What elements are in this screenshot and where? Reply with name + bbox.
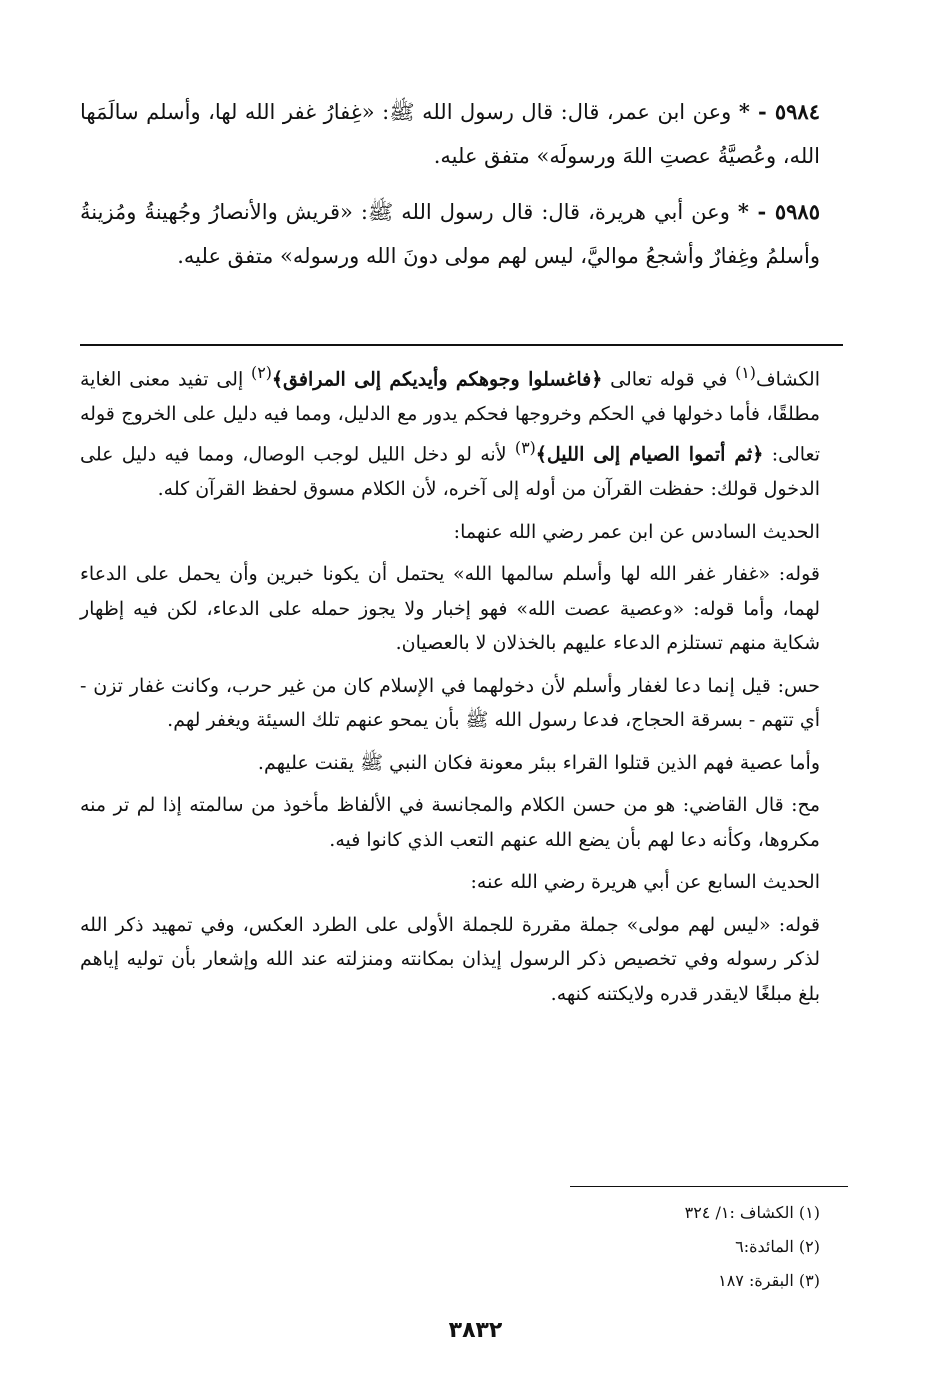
text-fragment: الكشاف bbox=[755, 368, 820, 391]
commentary-paragraph-1 bbox=[80, 356, 820, 507]
footnote-ref-3: (٣) bbox=[514, 438, 536, 458]
footnotes bbox=[500, 1196, 820, 1298]
footnote-2: (٢) المائدة:٦ bbox=[735, 1237, 820, 1256]
hadith-5985 bbox=[80, 190, 820, 278]
quran-quote-2: ﴿ثم أتموا الصيام إلى الليل﴾ bbox=[535, 443, 764, 466]
footnote-ref-2: (٢) bbox=[251, 363, 272, 382]
commentary-paragraph-4: حس: قيل إنما دعا لغفار وأسلم لأن دخولهما في الإسلام كان من غير حرب، وكانت غفار تزن - أي تتهم - بسرقة الحجاج، فدعا رسول الله ﷺ بأن يمحو عنهم تلك السيئة ويغفر لهم. bbox=[80, 674, 820, 732]
footnote-ref-1: (١) bbox=[735, 363, 756, 382]
page-number: ٣٨٣٢ bbox=[448, 1318, 503, 1343]
section-divider bbox=[80, 344, 843, 346]
quran-quote-1: ﴿فاغسلوا وجوهكم وأيديكم إلى المرافق﴾ bbox=[271, 368, 603, 391]
text-fragment: في قوله تعالى bbox=[602, 368, 736, 391]
hadith-number: ٥٩٨٥ - * bbox=[737, 199, 820, 224]
commentary-paragraph-7: الحديث السابع عن أبي هريرة رضي الله عنه: bbox=[470, 871, 820, 894]
text-fragment: إلى تفيد معنى الغاية مطلقًا، فأما دخولها في الحكم وخروجها فحكم يدور مع الدليل، ومما فيه دليل على الخروج قوله تعالى: bbox=[80, 368, 820, 466]
commentary-paragraph-3: قوله: «غفار غفر الله لها وأسلم سالمها الله» يحتمل أن يكونا خبرين وأن يحمل على الدعاء لهما، وأما قوله: «وعصية عصت الله» فهو إخبار ولا يجوز حمله على الدعاء، لكن فيه إظهار شكاية منهم تستلزم الدعاء عليهم بالخذلان لا بالعصيان. bbox=[80, 563, 820, 655]
footnote-divider bbox=[570, 1186, 848, 1187]
text-fragment: لأنه لو دخل الليل لوجب الوصال، ومما فيه دليل على الدخول قولك: حفظت القرآن من أوله إلى آخره، لأن الكلام مسوق لحفظ القرآن كله. bbox=[80, 443, 820, 501]
commentary-paragraph-5: وأما عصية فهم الذين قتلوا القراء ببئر معونة فكان النبي ﷺ يقنت عليهم. bbox=[257, 751, 820, 774]
commentary-paragraph-6: مح: قال القاضي: هو من حسن الكلام والمجانسة في الألفاظ مأخوذ من سالمته إذا لم تر منه مكروها، وكأنه دعا لهم بأن يضع الله عنهم التعب الذي كانوا فيه. bbox=[80, 794, 820, 851]
footnote-1: (١) الكشاف :١/ ٣٢٤ bbox=[684, 1203, 820, 1222]
hadith-text: وعن ابن عمر، قال: قال رسول الله ﷺ: «غِفارُ غفر الله لها، وأسلم سالَمَها الله، وعُصيَّةُ عصتِ اللهَ ورسولَه» متفق عليه. bbox=[80, 100, 820, 168]
hadith-5984 bbox=[80, 90, 820, 178]
hadith-section bbox=[80, 90, 820, 290]
footnote-3: (٣) البقرة: ١٨٧ bbox=[718, 1271, 820, 1290]
commentary-section bbox=[80, 356, 820, 1019]
commentary-paragraph-2: الحديث السادس عن ابن عمر رضي الله عنهما: bbox=[453, 520, 820, 543]
hadith-text: وعن أبي هريرة، قال: قال رسول الله ﷺ: «قريش والأنصارُ وجُهينةُ ومُزينةُ وأسلمُ وغِفارٌ وأشجعُ مواليَّ، ليس لهم مولى دونَ الله ورسوله» متفق عليه. bbox=[80, 200, 820, 268]
commentary-paragraph-8: قوله: «ليس لهم مولى» جملة مقررة للجملة الأولى على الطرد العكس، وفي تمهيد ذكر الله لذكر رسوله وفي تخصيص ذكر الرسول إيذان بمكانته ومنزلته عند الله وإشعار بأن توليه إياهم بلغ مبلغًا لايقدر قدره ولايكتنه كنهه. bbox=[80, 913, 820, 1005]
hadith-number: ٥٩٨٤ - * bbox=[738, 99, 820, 124]
